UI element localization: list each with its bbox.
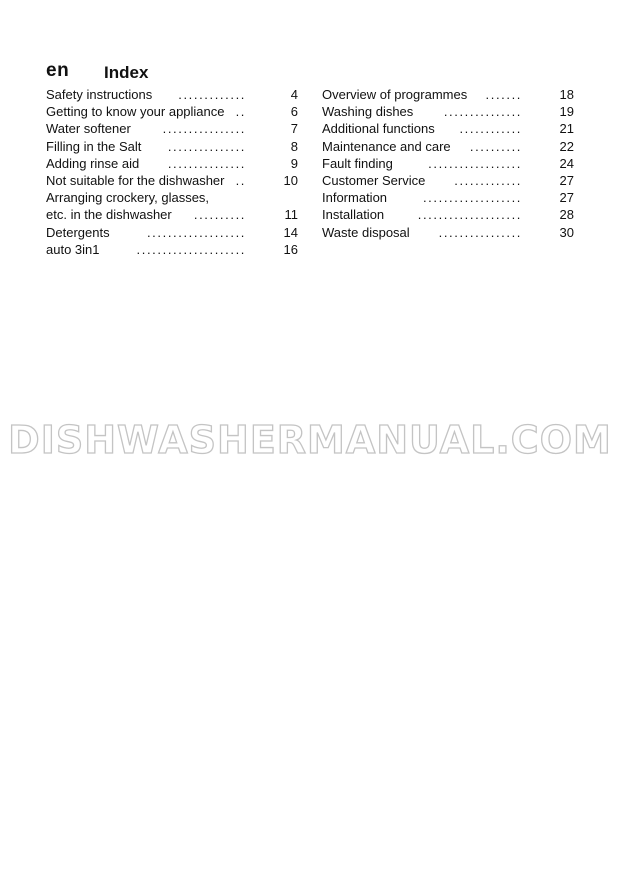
page-number: 27 [559, 190, 574, 206]
dot-leader: ............... [443, 104, 522, 120]
page-number: 8 [290, 138, 298, 154]
index-column-left [46, 86, 298, 258]
dot-leader: ................... [146, 224, 246, 240]
page-number: 24 [559, 155, 574, 171]
page-title: Index [104, 63, 149, 82]
index-entry[interactable] [46, 206, 298, 223]
dot-leader: .................... [417, 207, 522, 223]
page-number: 27 [559, 172, 574, 188]
page-number: 30 [559, 224, 574, 240]
page-number: 18 [559, 87, 574, 102]
entry-label: Overview of programmes [322, 87, 468, 102]
page-number: 7 [290, 121, 298, 137]
index-entry[interactable] [322, 86, 574, 103]
page-number: 9 [290, 155, 298, 171]
dot-leader: ............... [167, 155, 246, 171]
entry-label: Customer Service [322, 172, 426, 188]
language-code: en [46, 60, 70, 81]
dot-leader: .................. [428, 155, 522, 171]
entry-label: Adding rinse aid [46, 155, 140, 171]
index-entry[interactable] [322, 189, 574, 206]
page-number: 4 [290, 87, 298, 102]
entry-label: auto 3in1 [46, 241, 100, 257]
entry-label: Fault finding [322, 155, 393, 171]
dot-leader: ............ [459, 121, 522, 137]
dot-leader: ..................... [136, 241, 246, 257]
page-number: 28 [559, 207, 574, 223]
page-number: 6 [290, 104, 298, 120]
entry-label: Waste disposal [322, 224, 410, 240]
page-number: 11 [284, 207, 298, 223]
page-number: 16 [283, 241, 298, 257]
dot-leader: ................ [438, 224, 522, 240]
entry-label: Filling in the Salt [46, 138, 142, 154]
index-entry[interactable] [46, 138, 298, 155]
entry-label: Getting to know your appliance [46, 104, 225, 120]
entry-label: etc. in the dishwasher [46, 207, 172, 223]
index-entry[interactable] [46, 172, 298, 189]
index-entry[interactable] [46, 189, 298, 206]
index-entry[interactable] [322, 155, 574, 172]
index-entry[interactable] [322, 138, 574, 155]
entry-label: Safety instructions [46, 87, 153, 102]
index-column-right [322, 86, 574, 241]
index-entry[interactable] [46, 120, 298, 137]
dot-leader: ................... [422, 190, 522, 206]
dot-leader: .......... [469, 138, 522, 154]
index-entry[interactable] [46, 155, 298, 172]
index-entry[interactable] [46, 224, 298, 241]
entry-label: Arranging crockery, glasses, [46, 190, 210, 206]
entry-label: Additional functions [322, 121, 435, 137]
page-number: 22 [559, 138, 574, 154]
page-number: 21 [559, 121, 574, 137]
dot-leader: .. [235, 172, 246, 188]
index-entry[interactable] [322, 172, 574, 189]
index-entry[interactable] [322, 120, 574, 137]
index-entry[interactable] [322, 103, 574, 120]
entry-label: Installation [322, 207, 385, 223]
page-number: 19 [559, 104, 574, 120]
dot-leader: ............. [454, 172, 522, 188]
index-entry[interactable] [46, 241, 298, 258]
dot-leader: ................ [162, 121, 246, 137]
index-entry[interactable] [46, 103, 298, 120]
dot-leader: .. [235, 104, 246, 120]
dot-leader: ............. [178, 87, 246, 102]
entry-label: Washing dishes [322, 104, 414, 120]
page-number: 14 [283, 224, 298, 240]
dot-leader: ............... [167, 138, 246, 154]
entry-label: Detergents [46, 224, 110, 240]
index-entry[interactable] [46, 86, 298, 103]
index-entry[interactable] [322, 206, 574, 223]
entry-label: Information [322, 190, 388, 206]
watermark: DISHWASHERMANUAL.COM [8, 418, 612, 462]
dot-leader: ....... [485, 87, 522, 102]
entry-label: Not suitable for the dishwasher [46, 172, 225, 188]
page-number: 10 [283, 172, 298, 188]
dot-leader: .......... [193, 207, 246, 223]
entry-label: Maintenance and care [322, 138, 451, 154]
index-entry[interactable] [322, 224, 574, 241]
entry-label: Water softener [46, 121, 131, 137]
